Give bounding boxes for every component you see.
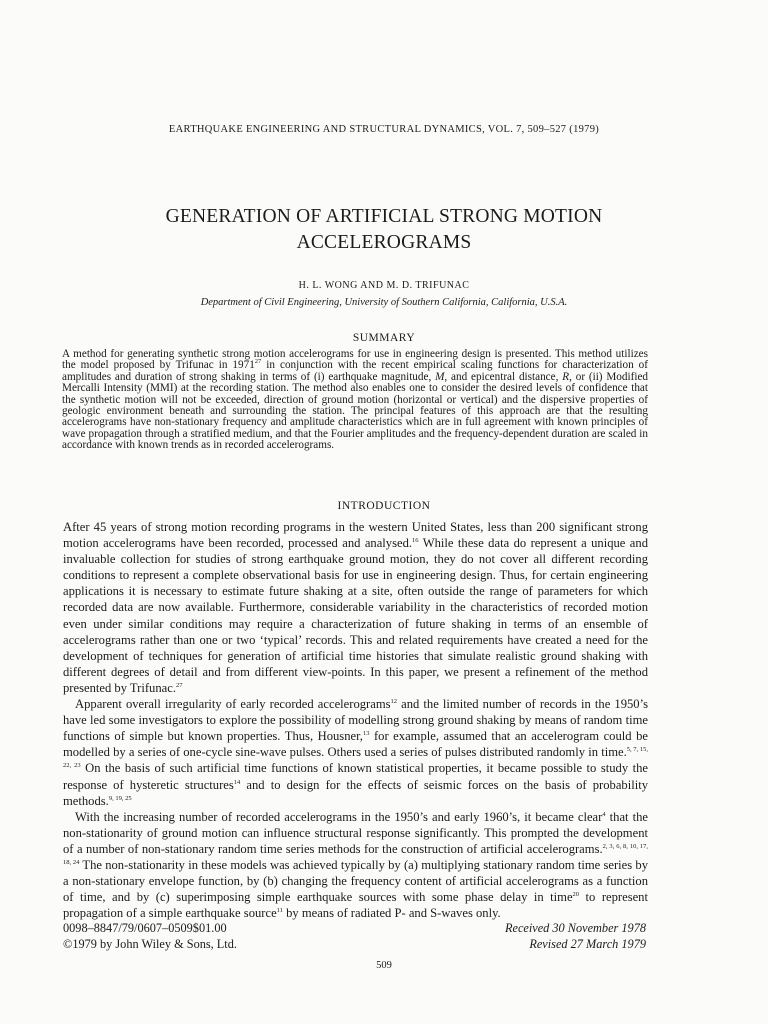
body-text: Apparent overall irregularity of early recorded accelerograms [75,697,391,712]
summary-text: , and epicentral distance, [444,370,563,383]
dates [505,920,646,952]
body-text: by means of radiated P- and S-waves only. [282,906,501,921]
summary-heading: SUMMARY [352,332,416,344]
citation: 27 [254,358,262,366]
summary-text: in conjunction with the recent empirical scaling functions for characterization of amplitudes and duration of strong shaking in terms of (i) earthquake magnitude, [62,359,648,383]
citation: 2, 3, 6, 8, 10, 17, 18, 24 [63,842,649,866]
citation: 14 [233,778,241,786]
publication-info [63,920,237,952]
symbol-distance: R [562,370,570,383]
introduction-heading: INTRODUCTION [337,500,431,512]
summary-abstract [62,349,648,452]
summary-paragraph [62,349,648,452]
intro-paragraph-1 [63,519,648,696]
body-text: After 45 years of strong motion recording programs in the western United States, less than 200 significant strong motion accelerograms have been recorded, processed and analysed. [63,520,648,551]
citation: 16 [412,537,419,545]
introduction-body [63,519,648,921]
body-text: to represent propagation of a simple earthquake source [63,890,648,921]
summary-text: A method for generating synthetic strong motion accelerograms for use in engineering design is presented. This method utilizes the model proposed by Trifunac in 1971 [62,348,648,372]
body-text: The non-stationarity in these models was achieved typically by (a) multiplying stationary random time series by a non-stationary envelope function, by (b) changing the frequency content of artificial accelerograms as a function of time, and by (c) superimposing simple earthquake sources with some phase delay in time [63,857,648,905]
citation: 9, 19, 25 [108,794,132,802]
title-line-2: ACCELEROGRAMS [296,232,472,253]
affiliation: Department of Civil Engineering, University of Southern California, California, U.S.A. [200,297,568,308]
issn-code: 0098–8847/79/0607–0509$01.00 [63,921,227,935]
copyright: ©1979 by John Wiley & Sons, Ltd. [63,937,237,951]
body-text: While these data do represent a unique and invaluable collection for studies of strong earthquake ground motion, they do not cover all different recording conditions to represent a complete observational basis for use in engineering design. Thus, for certain engineering applications it is necessary to estimate future shaking at a site, often outside the range of parameters for which recorded data are now available. Furthermore, considerable variability in the characteristics of recorded motion even under similar conditions may require a characterization of future shaking in terms of an ensemble of accelerograms rather than one or two ‘typical’ records. This and related requirements have created a need for the development of techniques for generation of artificial time histories that simulate realistic ground shaking with different degrees of detail and from different view-points. In this paper, we present a refinement of the method presented by Trifunac. [63,536,648,695]
body-text: that the non-stationarity of ground motion can influence structural response significantly. This prompted the development of a number of non-stationary random time series methods for the construction of artificial accelerograms. [63,809,648,856]
intro-paragraph-2 [63,696,648,809]
received-date: Received 30 November 1978 [504,921,646,935]
page-number: 509 [376,960,392,971]
body-text: With the increasing number of recorded accelerograms in the 1950’s and early 1960’s, it became clear [75,809,603,824]
title-line-1: GENERATION OF ARTIFICIAL STRONG MOTION [165,206,603,227]
citation: 5, 7, 15, 22, 23 [63,746,648,770]
authors: H. L. WONG AND M. D. TRIFUNAC [298,280,470,291]
body-text: and to design for the effects of seismic forces on the basis of probability methods. [63,777,648,808]
journal-header: EARTHQUAKE ENGINEERING AND STRUCTURAL DYNAMICS, VOL. 7, 509–527 (1979) [168,124,600,135]
symbol-magnitude: M [435,370,445,383]
body-text: On the basis of such artificial time functions of known statistical properties, it became possible to study the response of hysteretic structures [63,761,649,792]
citation: 11 [276,907,283,915]
citation: 27 [175,681,183,689]
citation: 12 [390,698,398,706]
body-text: for example, assumed that an accelerogram could be modelled by a series of one-cycle sine-wave pulses. Others used a series of pulses distributed randomly in time. [63,729,648,760]
body-text: and the limited number of records in the 1950’s have led some investigators to explore the possibility of modelling strong ground shaking by means of random time functions of simple but known properties. Thus, Housner, [63,697,648,744]
revised-date: Revised 27 March 1979 [529,937,646,951]
citation: 13 [362,730,370,738]
intro-paragraph-3 [63,809,648,922]
citation: 4 [602,810,606,818]
article-title [0,204,768,256]
summary-text: , or (ii) Modified Mercalli Intensity (MMI) at the recording station. The method also enables one to consider the desired levels of confidence that the synthetic motion will not be exceeded, direction of ground motion (horizontal or vertical) and the dispersive properties of geologic environment beneath and surrounding the station. The principal features of this approach are that the resulting accelerograms have non-stationary frequency and amplitude characteristics which are in full agreement with known principles of wave propagation through a stratified medium, and that the Fourier amplitudes and the frequency-dependent duration are scaled in accordance with known trends as in recorded accelerograms. [62,370,648,452]
citation: 20 [572,891,580,899]
